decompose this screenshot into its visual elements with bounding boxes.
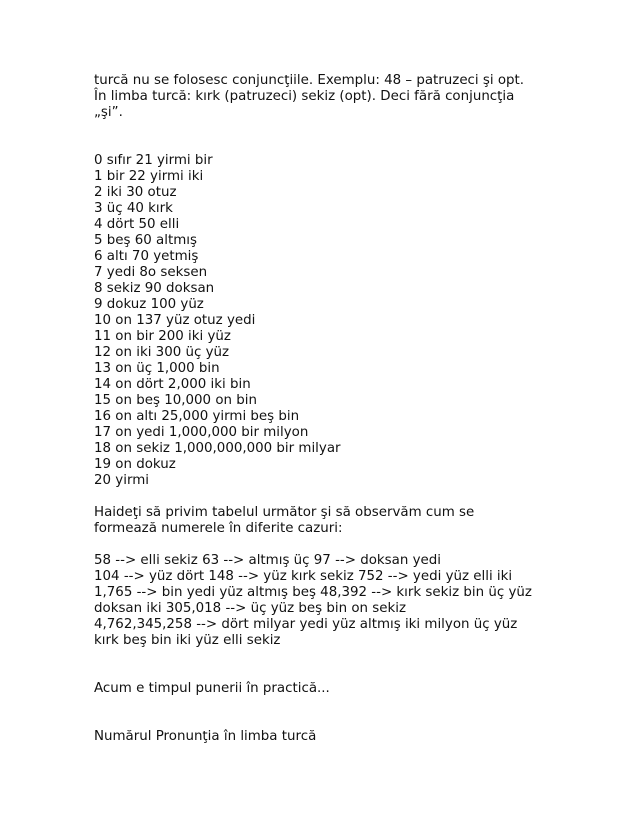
number-list-item: 6 altı 70 yetmiş [94,249,199,264]
intro-line: „şi”. [94,105,123,120]
table-intro-line: Haideţi să privim tabelul următor şi să observăm cum se [94,505,475,520]
number-list-item: 20 yirmi [94,473,149,488]
number-list-item: 11 on bir 200 iki yüz [94,329,231,344]
number-list-item: 12 on iki 300 üç yüz [94,345,230,360]
number-list [94,153,564,489]
number-list-item: 3 üç 40 kırk [94,201,173,216]
intro-line: În limba turcă: kırk (patruzeci) sekiz (opt). Deci fără conjuncţia [94,89,515,104]
example-line: 1,765 --> bin yedi yüz altmış beş 48,392 --> kırk sekiz bin üç yüz [94,585,532,600]
practice-line: Acum e timpul punerii în practică... [94,681,330,696]
example-line: doksan iki 305,018 --> üç yüz beş bin on sekiz [94,601,406,616]
table-header-paragraph [94,729,564,745]
number-list-item: 14 on dört 2,000 iki bin [94,377,251,392]
example-line: kırk beş bin iki yüz elli sekiz [94,633,281,648]
number-list-item: 10 on 137 yüz otuz yedi [94,313,256,328]
table-intro-line: formează numerele în diferite cazuri: [94,521,343,536]
intro-paragraph [94,73,564,121]
number-list-item: 13 on üç 1,000 bin [94,361,220,376]
intro-line: turcă nu se folosesc conjuncţiile. Exemplu: 48 – patruzeci şi opt. [94,73,525,88]
number-list-item: 15 on beş 10,000 on bin [94,393,257,408]
number-list-item: 16 on altı 25,000 yirmi beş bin [94,409,300,424]
number-list-item: 5 beş 60 altmış [94,233,197,248]
number-list-item: 4 dört 50 elli [94,217,180,232]
number-list-item: 0 sıfır 21 yirmi bir [94,153,213,168]
number-list-item: 17 on yedi 1,000,000 bir milyon [94,425,309,440]
number-list-item: 19 on dokuz [94,457,176,472]
example-line: 104 --> yüz dört 148 --> yüz kırk sekiz 752 --> yedi yüz elli iki [94,569,513,584]
example-line: 4,762,345,258 --> dört milyar yedi yüz altmış iki milyon üç yüz [94,617,518,632]
number-list-item: 8 sekiz 90 doksan [94,281,215,296]
examples-paragraph [94,553,564,649]
number-list-item: 9 dokuz 100 yüz [94,297,204,312]
table-header-line: Numărul Pronunţia în limba turcă [94,729,317,744]
practice-paragraph [94,681,564,697]
number-list-item: 18 on sekiz 1,000,000,000 bir milyar [94,441,341,456]
number-list-item: 2 iki 30 otuz [94,185,177,200]
document-body [94,73,564,745]
table-intro-paragraph [94,505,564,537]
example-line: 58 --> elli sekiz 63 --> altmış üç 97 --> doksan yedi [94,553,441,568]
number-list-item: 1 bir 22 yirmi iki [94,169,204,184]
number-list-item: 7 yedi 8o seksen [94,265,208,280]
